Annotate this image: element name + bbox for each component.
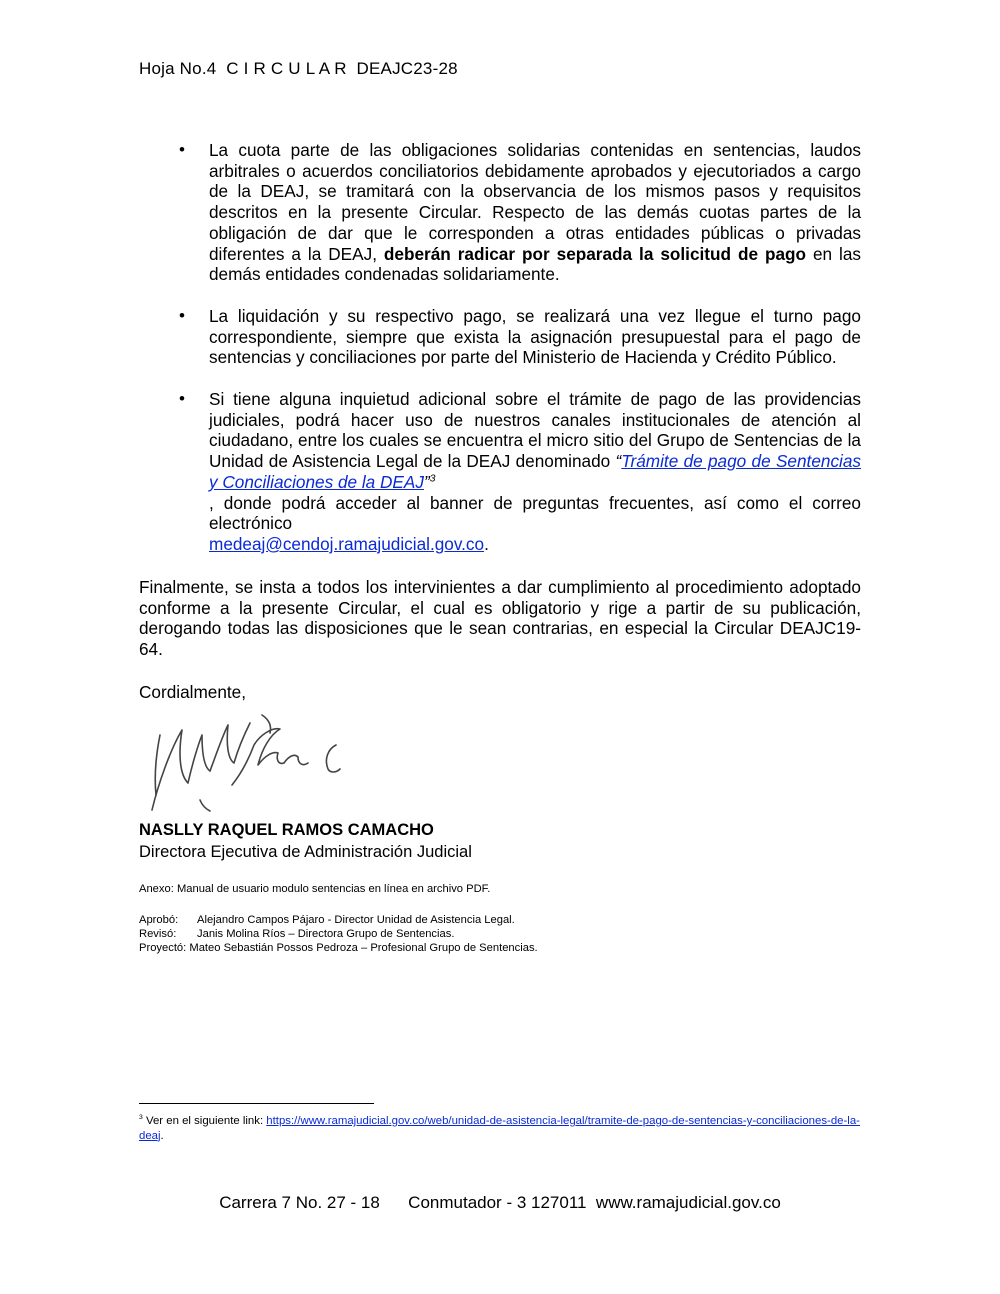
bullet-text: . [484, 533, 489, 554]
bullet-text: , donde podrá acceder al banner de preguntas frecuentes, así como el correo electrónico [209, 492, 861, 534]
page-header: Hoja No.4 C I R C U L A R DEAJC23-28 [139, 59, 458, 78]
bullet-text: Si tiene alguna inquietud adicional sobre el trámite de pago de las providencias judiciales, podrá hacer uso de nuestros canales institucionales de atención al ciudadano, entre los cuales se encuentra el micro sitio del Grupo de Sentencias de la Unidad de Asistencia Legal de la DEAJ denominado [209, 389, 861, 472]
footnote-end: . [160, 1129, 164, 1142]
footnote-separator [139, 1103, 374, 1104]
bullet-item-inquiries [139, 389, 861, 555]
salutation: Cordialmente, [139, 682, 246, 702]
bullet-list [139, 140, 861, 576]
bullet-icon: • [179, 389, 185, 409]
bullet-icon: • [179, 140, 185, 159]
signer-title: Directora Ejecutiva de Administración Judicial [139, 843, 472, 861]
bullet-icon: • [179, 305, 185, 325]
bullet-item-solidarity [139, 140, 861, 285]
approval-value: Mateo Sebastián Possos Pedroza – Profesional Grupo de Sentencias. [189, 942, 538, 954]
bullet-text: La liquidación y su respectivo pago, se realizará una vez llegue el turno pago correspondiente, siempre que exista la asignación presupuestal para el pago de sentencias y conciliaciones por parte del Ministerio de Hacienda y Crédito Público. [209, 305, 861, 368]
bullet-item-liquidation [139, 306, 861, 368]
approval-label: Proyectó: [139, 942, 187, 954]
bullet-bold-text: deberán radicar por separada la solicitud de pago [383, 243, 807, 264]
footnote [139, 1114, 861, 1143]
approval-block [139, 913, 538, 955]
approval-row [139, 941, 538, 955]
quote-mark: “ [615, 451, 622, 472]
handwritten-signature [140, 705, 350, 820]
annex-note: Anexo: Manual de usuario modulo sentencias en línea en archivo PDF. [139, 883, 491, 895]
microsite-link[interactable]: Trámite de pago de Sentencias y Conciliaciones de la DEAJ [209, 451, 862, 492]
page-footer: Carrera 7 No. 27 - 18 Conmutador - 3 127011 www.ramajudicial.gov.co [219, 1193, 781, 1212]
email-link[interactable]: medeaj@cendoj.ramajudicial.gov.co [209, 533, 485, 554]
footnote-number: 3 [139, 1114, 143, 1122]
quote-mark: ” [423, 471, 430, 492]
closing-paragraph: Finalmente, se insta a todos los intervinientes a dar cumplimiento al procedimiento adoptado conforme a la presente Circular, el cual es obligatorio y rige a partir de su publicación, derogando todas las disposiciones que le sean contrarias, en especial la Circular DEAJC19-64. [139, 577, 861, 660]
approval-row [139, 913, 538, 927]
footnote-text: Ver en el siguiente link: [142, 1115, 267, 1127]
footnote-ref: 3 [429, 473, 436, 485]
bullet-text: en las demás entidades condenadas solidariamente. [209, 243, 861, 285]
bullet-text: La cuota parte de las obligaciones solidarias contenidas en sentencias, laudos arbitrales o acuerdos conciliatorios debidamente aprobados y ejecutoriados a cargo de la DEAJ, se tramitará con la observancia de los mismos pasos y requisitos descritos en la presente Circular. Respecto de las demás cuotas partes de la obligación de dar que le corresponden a otras entidades públicas o privadas diferentes a la DEAJ, [209, 140, 861, 264]
approval-value: Janis Molina Ríos – Directora Grupo de Sentencias. [197, 928, 455, 940]
approval-label: Revisó: [139, 928, 177, 940]
approval-label: Aprobó: [139, 914, 179, 926]
approval-row [139, 927, 538, 941]
footnote-url-link[interactable]: https://www.ramajudicial.gov.co/web/unidad-de-asistencia-legal/tramite-de-pago-de-sentencias-y-conciliaciones-de-la-deaj [139, 1115, 860, 1142]
approval-value: Alejandro Campos Pájaro - Director Unidad de Asistencia Legal. [197, 914, 515, 926]
signer-name: NASLLY RAQUEL RAMOS CAMACHO [139, 821, 434, 839]
